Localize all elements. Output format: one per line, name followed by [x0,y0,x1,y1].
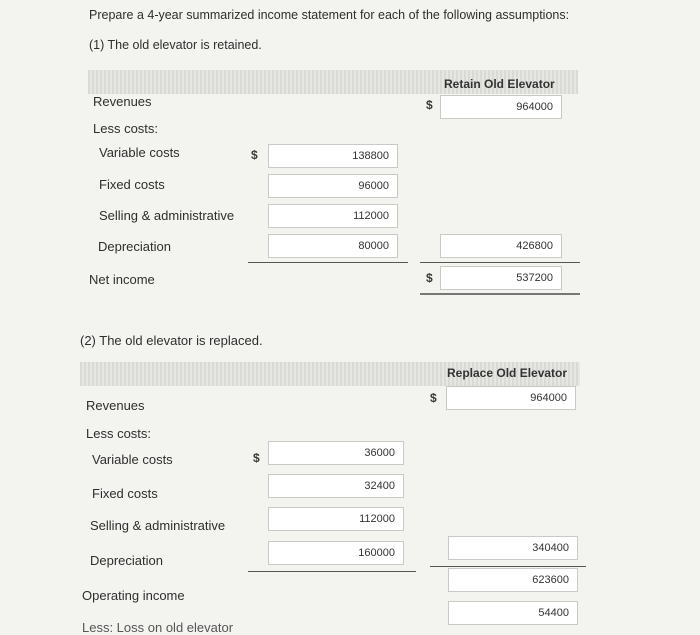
part2-heading: (2) The old elevator is replaced. [80,333,263,348]
part2-total-costs-input[interactable]: 340400 [448,536,578,560]
part2-subtotal-rule [248,571,416,572]
part2-depreciation-input[interactable]: 160000 [268,541,404,565]
instructions-text: Prepare a 4-year summarized income statement for each of the following assumptions: [89,8,570,22]
part2-revenues-label: Revenues [86,398,145,413]
part2-column-header: Replace Old Elevator [447,366,568,380]
part2-revenues-dollar: $ [430,391,437,405]
part1-revenues-label: Revenues [93,94,152,109]
part1-subtotal-rule [248,262,408,263]
part1-less-costs-label: Less costs: [93,121,159,136]
part2-selling-input[interactable]: 112000 [268,507,404,531]
part1-net-income-dollar: $ [426,271,433,285]
part1-fixed-label: Fixed costs [99,177,165,192]
part1-selling-label: Selling & administrative [99,208,235,223]
part2-variable-dollar: $ [253,451,260,465]
part2-depreciation-label: Depreciation [90,553,163,568]
part1-total-costs-input[interactable]: 426800 [440,234,562,258]
part2-loss-label: Less: Loss on old elevator [82,620,234,635]
part2-revenues-input[interactable]: 964000 [446,386,576,410]
part1-depreciation-label: Depreciation [98,239,171,254]
part1-depreciation-input[interactable]: 80000 [268,234,398,258]
part1-variable-input[interactable]: 138800 [268,144,398,168]
part1-column-header: Retain Old Elevator [444,77,555,91]
part2-selling-label: Selling & administrative [90,518,226,533]
part1-total-rule [420,262,580,263]
part1-heading: (1) The old elevator is retained. [89,38,262,52]
part1-selling-input[interactable]: 112000 [268,204,398,228]
part1-net-income-label: Net income [89,272,155,287]
part2-variable-input[interactable]: 36000 [268,441,404,465]
part1-revenues-input[interactable]: 964000 [440,95,562,119]
part2-total-rule [430,566,586,567]
part2-loss-input[interactable]: 54400 [448,601,578,625]
part2-operating-income-input[interactable]: 623600 [448,568,578,592]
part2-variable-label: Variable costs [92,452,173,467]
part1-variable-label: Variable costs [99,145,180,160]
part2-fixed-input[interactable]: 32400 [268,474,404,498]
part2-operating-income-label: Operating income [82,588,185,603]
part1-variable-dollar: $ [251,148,258,162]
part1-net-income-input[interactable]: 537200 [440,266,562,290]
part1-revenues-dollar: $ [426,98,433,112]
part1-net-income-double-rule [420,293,580,295]
part2-less-costs-label: Less costs: [86,426,152,441]
part1-fixed-input[interactable]: 96000 [268,174,398,198]
part2-fixed-label: Fixed costs [92,486,158,501]
